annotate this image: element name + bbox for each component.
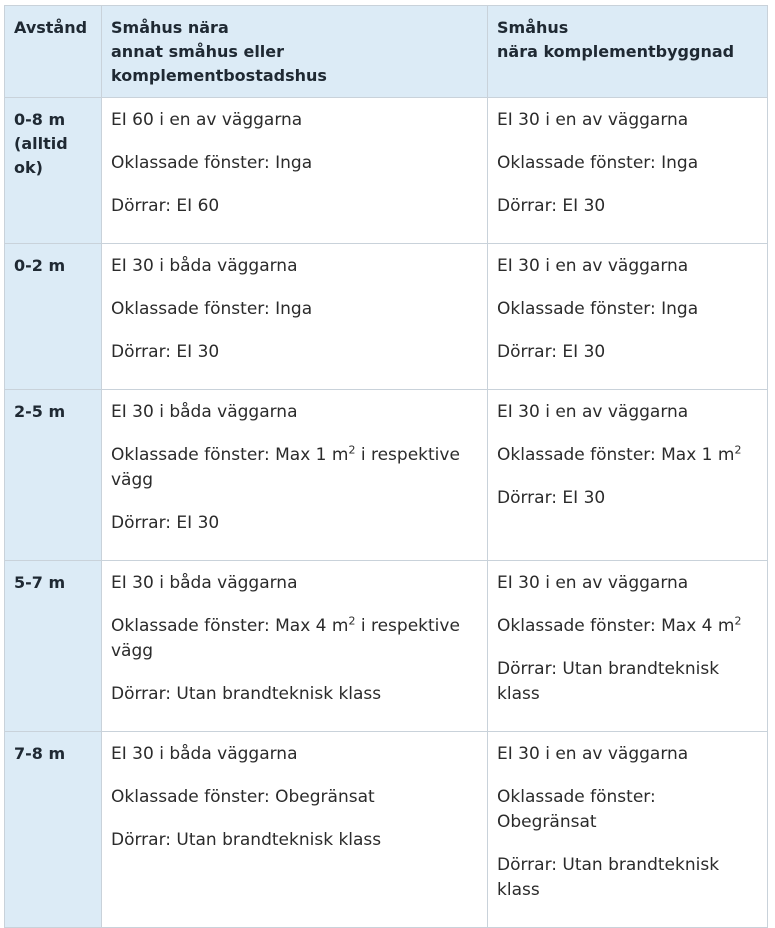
window-requirement: Oklassade fönster: Inga — [111, 153, 313, 173]
wall-requirement: EI 30 i en av väggarna — [497, 402, 689, 422]
wall-requirement: EI 60 i en av väggarna — [111, 110, 303, 130]
wall-requirement: EI 30 i en av väggarna — [497, 110, 689, 130]
window-text: Oklassade fönster: Max 1 m — [111, 445, 349, 465]
table-row — [5, 561, 768, 732]
window-text-suffix: i respektive vägg — [111, 616, 460, 661]
window-text: Oklassade fönster: Max 4 m — [111, 616, 349, 636]
door-requirement: Dörrar: EI 30 — [111, 342, 220, 362]
window-text: Oklassade fönster: Max 1 m — [497, 445, 735, 465]
distance-cell: 2-5 m — [5, 390, 102, 561]
wall-requirement: EI 30 i en av väggarna — [497, 744, 689, 764]
requirements-cell-komplementbyggnad — [488, 390, 768, 561]
window-requirement: Oklassade fönster: Inga — [497, 299, 699, 319]
table-row — [5, 390, 768, 561]
header-col2-line2: annat småhus eller komplementbostadshus — [111, 42, 327, 85]
window-requirement — [497, 614, 758, 639]
door-requirement: Dörrar: Utan brandteknisk klass — [111, 830, 382, 850]
superscript: 2 — [348, 443, 356, 457]
distance-cell: 5-7 m — [5, 561, 102, 732]
door-requirement: Dörrar: EI 30 — [111, 513, 220, 533]
superscript: 2 — [348, 614, 356, 628]
window-requirement: Oklassade fönster: Inga — [497, 153, 699, 173]
wall-requirement: EI 30 i båda väggarna — [111, 573, 298, 593]
header-col2-line1: Småhus nära — [111, 18, 229, 37]
table-row — [5, 98, 768, 244]
requirements-cell-komplementbyggnad — [488, 244, 768, 390]
wall-requirement: EI 30 i båda väggarna — [111, 256, 298, 276]
window-requirement — [111, 443, 478, 493]
requirements-cell-komplementbyggnad — [488, 98, 768, 244]
table-header-row — [5, 6, 768, 98]
window-text-suffix: i respektive vägg — [111, 445, 460, 490]
door-requirement: Dörrar: Utan brandteknisk klass — [497, 855, 720, 900]
window-requirement: Oklassade fönster: Obegränsat — [497, 787, 656, 832]
requirements-cell-komplementbyggnad — [488, 561, 768, 732]
wall-requirement: EI 30 i båda väggarna — [111, 402, 298, 422]
distance-cell: 7-8 m — [5, 732, 102, 928]
requirements-cell-smahus — [102, 390, 488, 561]
window-requirement — [111, 614, 478, 664]
distance-requirements-table — [4, 5, 768, 928]
door-requirement: Dörrar: EI 30 — [497, 342, 606, 362]
superscript: 2 — [734, 614, 742, 628]
door-requirement: Dörrar: EI 30 — [497, 196, 606, 216]
header-smahus-nara-smahus — [102, 6, 488, 98]
header-smahus-nara-komplementbyggnad — [488, 6, 768, 98]
requirements-cell-smahus — [102, 98, 488, 244]
table-row — [5, 732, 768, 928]
requirements-cell-smahus — [102, 732, 488, 928]
door-requirement: Dörrar: EI 30 — [497, 488, 606, 508]
requirements-cell-komplementbyggnad — [488, 732, 768, 928]
door-requirement: Dörrar: Utan brandteknisk klass — [497, 659, 720, 704]
distance-line: (alltid — [14, 134, 68, 153]
distance-cell: 0-2 m — [5, 244, 102, 390]
requirements-cell-smahus — [102, 244, 488, 390]
wall-requirement: EI 30 i en av väggarna — [497, 573, 689, 593]
window-requirement — [497, 443, 758, 468]
window-requirement: Oklassade fönster: Inga — [111, 299, 313, 319]
header-distance: Avstånd — [5, 6, 102, 98]
requirements-cell-smahus — [102, 561, 488, 732]
window-requirement: Oklassade fönster: Obegränsat — [111, 787, 375, 807]
distance-line: 0-8 m — [14, 110, 66, 129]
table-row — [5, 244, 768, 390]
door-requirement: Dörrar: EI 60 — [111, 196, 220, 216]
header-col3-line1: Småhus — [497, 18, 569, 37]
wall-requirement: EI 30 i en av väggarna — [497, 256, 689, 276]
wall-requirement: EI 30 i båda väggarna — [111, 744, 298, 764]
superscript: 2 — [734, 443, 742, 457]
door-requirement: Dörrar: Utan brandteknisk klass — [111, 684, 382, 704]
window-text: Oklassade fönster: Max 4 m — [497, 616, 735, 636]
distance-cell — [5, 98, 102, 244]
header-col3-line2: nära komplementbyggnad — [497, 42, 735, 61]
distance-line: ok) — [14, 158, 43, 177]
